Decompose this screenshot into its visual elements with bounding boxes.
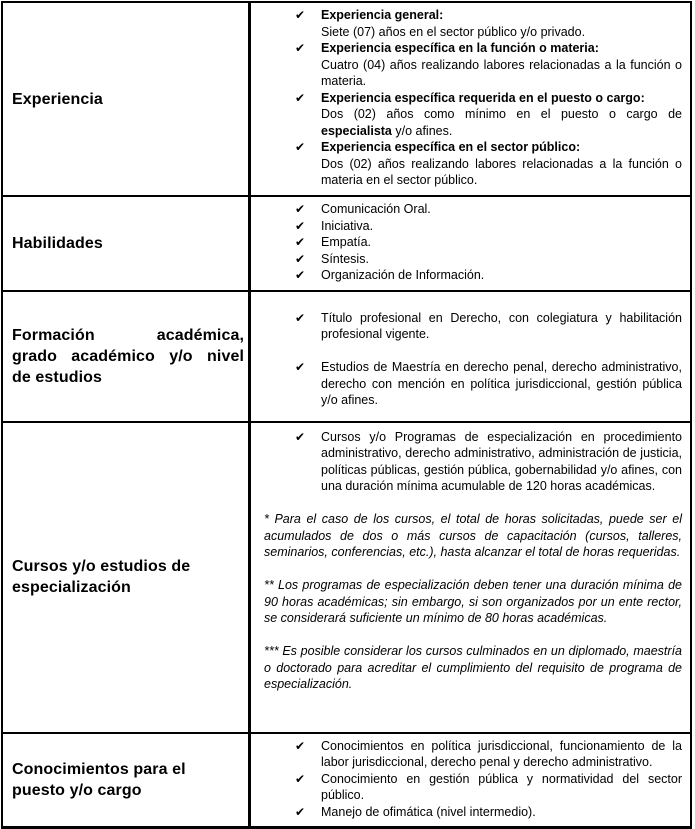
list-item	[264, 251, 682, 268]
list-item-text	[321, 7, 682, 40]
table-row-experiencia	[3, 3, 690, 195]
list-item-text	[321, 90, 682, 140]
list-item	[264, 201, 682, 218]
check-icon: ✔	[295, 8, 306, 22]
check-icon: ✔	[295, 235, 306, 249]
label-cell-habilidades	[3, 197, 251, 290]
check-icon: ✔	[295, 771, 306, 786]
list-item-text: Título profesional en Derecho, con colegiatura y habilitación profesional vigente.	[321, 310, 682, 341]
check-icon: ✔	[295, 310, 306, 325]
item-title: Experiencia específica en la función o materia:	[321, 41, 599, 55]
list-item	[264, 218, 682, 235]
table-row-cursos	[3, 421, 690, 732]
list-item	[264, 40, 682, 90]
row-label-line: grado académico y/o nivel	[12, 347, 244, 365]
content-cell-experiencia	[251, 3, 690, 195]
list-item-text: Comunicación Oral.	[321, 202, 431, 216]
check-icon: ✔	[295, 738, 306, 753]
list-item	[264, 139, 682, 189]
list-item-text: Conocimiento en gestión pública y normatividad del sector público.	[321, 771, 682, 802]
list-item	[264, 90, 682, 140]
check-icon: ✔	[295, 90, 306, 105]
list-item-text: Síntesis.	[321, 251, 369, 266]
list-item-text	[321, 139, 682, 189]
list-item	[264, 234, 682, 251]
row-label-line: puesto y/o cargo	[12, 781, 142, 799]
item-title: Experiencia específica requerida en el puesto o cargo:	[321, 90, 645, 105]
list-item	[264, 7, 682, 40]
specialization-note-1: * Para el caso de los cursos, el total de horas solicitadas, puede ser el acumulados de dos o más cursos de capacitación (cursos, talleres, seminarios, conferencias, etc.), hasta alcanzar el total de horas requeridas.	[264, 512, 682, 559]
check-icon: ✔	[295, 41, 306, 55]
row-label-line: especialización	[12, 579, 131, 596]
check-icon: ✔	[295, 218, 306, 233]
check-icon: ✔	[295, 804, 306, 819]
list-item	[264, 738, 682, 771]
content-cell-formacion	[251, 292, 690, 421]
check-icon: ✔	[295, 360, 306, 374]
item-desc: Cuatro (04) años realizando labores relacionadas a la función o materia.	[321, 57, 682, 88]
list-item	[264, 310, 682, 343]
check-icon: ✔	[295, 268, 306, 282]
table-row-conocimientos	[3, 732, 690, 827]
list-item	[264, 804, 682, 821]
row-label-formacion	[12, 325, 244, 388]
specialization-note-3: *** Es posible considerar los cursos culminados en un diplomado, maestría o doctorado para acreditar el cumplimiento del requisito de programa de especialización.	[264, 644, 682, 691]
content-cell-conocimientos	[251, 734, 690, 827]
check-icon: ✔	[295, 429, 306, 444]
label-cell-cursos	[3, 423, 251, 732]
item-desc: Dos (02) años realizando labores relacionadas a la función o materia en el sector público.	[321, 156, 682, 187]
list-item-text	[321, 40, 682, 90]
list-item-text: Empatía.	[321, 235, 372, 249]
item-title: Experiencia general:	[321, 8, 444, 22]
desc-text: Dos (02) años como mínimo en el puesto o cargo de	[321, 107, 682, 121]
check-icon: ✔	[295, 140, 306, 154]
specialization-note-2: ** Los programas de especialización deben tener una duración mínima de 90 horas académicas; sin embargo, si son organizados por un ente rector, se considerará suficiente un mínimo de 80 horas académicas.	[264, 578, 682, 625]
list-item	[264, 771, 682, 804]
check-icon: ✔	[295, 202, 306, 216]
row-label-experiencia: Experiencia	[12, 90, 103, 108]
row-label-cursos	[12, 556, 244, 598]
item-desc	[321, 106, 682, 139]
content-cell-cursos	[251, 423, 690, 732]
list-item-text: Cursos y/o Programas de especialización en procedimiento administrativo, derecho administrativo, administración de justicia, políticas públicas, gestión pública, gobernabilidad y/o afines, con una duración mínima acumulable de 120 horas académicas.	[321, 429, 682, 493]
list-item-text: Conocimientos en política jurisdiccional, funcionamiento de la labor jurisdiccional, derecho penal y derecho administrativo.	[321, 738, 682, 769]
content-cell-habilidades	[251, 197, 690, 290]
desc-emphasis: especialista	[321, 123, 392, 138]
list-item-text: Estudios de Maestría en derecho penal, derecho administrativo, derecho con mención en política jurisdiccional, gestión pública y/o afines.	[321, 360, 682, 407]
list-item	[264, 429, 682, 495]
row-label-line: Conocimientos para el	[12, 760, 186, 778]
list-item-text: Organización de Información.	[321, 268, 485, 282]
row-label-habilidades: Habilidades	[12, 234, 103, 252]
table-row-formacion	[3, 290, 690, 421]
row-label-line: Cursos y/o estudios de	[12, 558, 191, 575]
list-item	[264, 359, 682, 409]
label-cell-conocimientos	[3, 734, 251, 827]
row-label-line: Formación académica,	[12, 326, 244, 344]
row-label-conocimientos	[12, 759, 244, 801]
item-desc: Siete (07) años en el sector público y/o privado.	[321, 24, 586, 39]
row-label-line: de estudios	[12, 368, 103, 386]
check-icon: ✔	[295, 251, 306, 266]
label-cell-formacion	[3, 292, 251, 421]
list-item-text: Manejo de ofimática (nivel intermedio).	[321, 804, 536, 819]
requirements-table	[1, 1, 692, 829]
desc-text: y/o afines.	[391, 123, 453, 138]
table-row-habilidades	[3, 195, 690, 290]
list-item	[264, 267, 682, 284]
label-cell-experiencia	[3, 3, 251, 195]
item-title: Experiencia específica en el sector público:	[321, 140, 581, 154]
list-item-text: Iniciativa.	[321, 218, 374, 233]
